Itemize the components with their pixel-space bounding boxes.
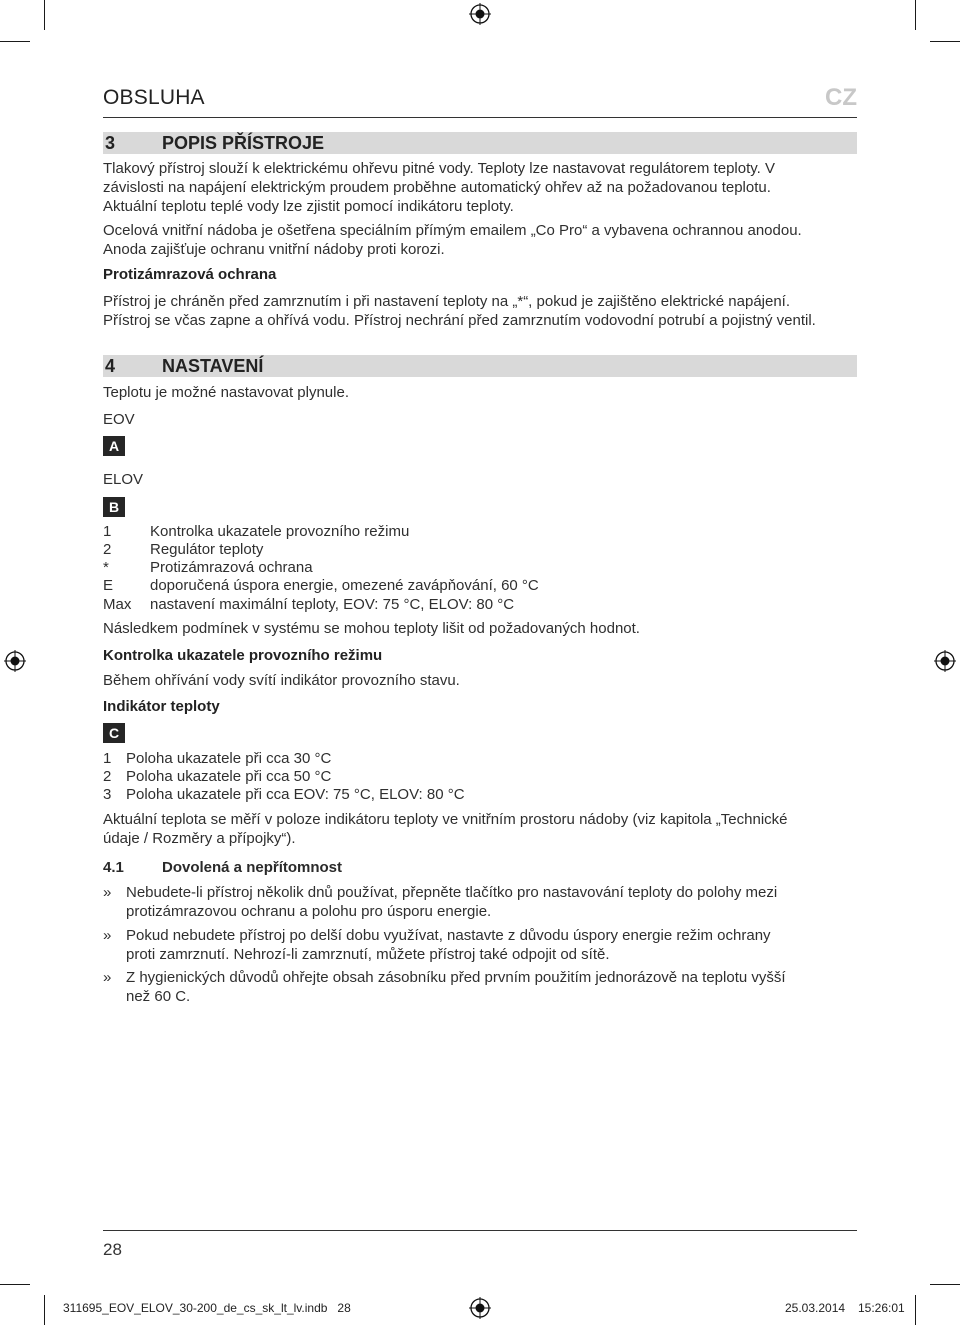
footer-rule	[103, 1230, 857, 1231]
bullet-line: Pokud nebudete přístroj po delší dobu využívat, nastavte z důvodu úspory energie režim ochrany	[126, 927, 771, 944]
position-key: 2	[103, 768, 112, 785]
registration-mark-icon	[469, 3, 491, 25]
section-number: 3	[105, 133, 116, 153]
section-3-heading	[103, 132, 857, 154]
s3-para3-line2: Přístroj se včas zapne a ohřívá vodu. Přístroj nechrání před zamrznutím vodovodní potrubí a pojistný ventil.	[103, 312, 816, 329]
bullet-item	[103, 968, 863, 1006]
indicator-text: Během ohřívání vody svítí indikátor provozního stavu.	[103, 672, 460, 689]
figure-tag-c: C	[103, 723, 125, 743]
crop-mark	[930, 41, 960, 42]
legend-key: 2	[103, 541, 112, 558]
section-title: POPIS PŘÍSTROJE	[162, 133, 325, 153]
position-key: 3	[103, 786, 112, 803]
crop-mark	[915, 0, 916, 30]
section-4-heading	[103, 355, 857, 377]
bullet-marker: »	[103, 927, 112, 944]
section-number: 4	[105, 356, 116, 376]
print-time: 15:26:01	[858, 1301, 905, 1315]
s3-para2-line2: Anoda zajišťuje ochranu vnitřní nádoby proti korozi.	[103, 241, 445, 258]
registration-mark-icon	[469, 1297, 491, 1319]
temp-note-line2: údaje / Rozměry a přípojky“).	[103, 830, 296, 847]
legend-text: nastavení maximální teploty, EOV: 75 °C, ELOV: 80 °C	[150, 596, 515, 613]
s3-para1-line1: Tlakový přístroj slouží k elektrickému ohřevu pitné vody. Teploty lze nastavovat regulátorem teploty. V	[103, 160, 775, 177]
bullet-line: protizámrazovou ochranu a polohu pro úsporu energie.	[126, 903, 492, 920]
bullet-marker: »	[103, 969, 112, 986]
print-date: 25.03.2014	[785, 1301, 846, 1315]
registration-mark-icon	[4, 650, 26, 672]
subsection-title: Dovolená a nepřítomnost	[162, 859, 343, 876]
crop-mark	[44, 0, 45, 30]
legend-key: 1	[103, 523, 112, 540]
bullet-line: Z hygienických důvodů ohřejte obsah zásobníku před prvním použitím jednorázově na teplotu vyšší	[126, 969, 786, 986]
eov-label: EOV	[103, 411, 135, 428]
s3-para1-line3: Aktuální teplotu teplé vody lze zjistit pomocí indikátoru teploty.	[103, 198, 514, 215]
position-key: 1	[103, 750, 112, 767]
registration-mark-icon	[934, 650, 956, 672]
crop-mark	[44, 1295, 45, 1325]
indicator-heading: Kontrolka ukazatele provozního režimu	[103, 647, 383, 664]
header-rule	[103, 117, 857, 118]
legend-text: Kontrolka ukazatele provozního režimu	[150, 523, 410, 540]
legend-key: E	[103, 577, 114, 594]
crop-mark	[0, 1284, 30, 1285]
page-number: 28	[103, 1240, 122, 1259]
position-text: Poloha ukazatele při cca EOV: 75 °C, ELOV: 80 °C	[126, 786, 465, 803]
crop-mark	[930, 1284, 960, 1285]
s3-para2-line1: Ocelová vnitřní nádoba je ošetřena speciálním přímým emailem „Co Pro“ a vybavena ochrannou anodou.	[103, 222, 802, 239]
bullet-line: než 60 C.	[126, 988, 191, 1005]
legend-text: Regulátor teploty	[150, 541, 264, 558]
bullet-marker: »	[103, 884, 112, 901]
bullet-item	[103, 926, 863, 964]
s3-para1-line2: závislosti na napájení elektrickým proudem proběhne automatický ohřev až na požadovanou teplotu.	[103, 179, 771, 196]
legend-text: Protizámrazová ochrana	[150, 559, 313, 576]
s4-intro: Teplotu je možné nastavovat plynule.	[103, 384, 349, 401]
temperature-indicator-heading: Indikátor teploty	[103, 698, 220, 715]
legend-key: Max	[103, 596, 132, 613]
legend-text: doporučená úspora energie, omezené zavápňování, 60 °C	[150, 577, 539, 594]
s4-note: Následkem podmínek v systému se mohou teploty lišit od požadovaných hodnot.	[103, 620, 640, 637]
bullet-line: Nebudete-li přístroj několik dnů používat, přepněte tlačítko pro nastavování teploty do polohy mezi	[126, 884, 778, 901]
elov-label: ELOV	[103, 471, 144, 488]
crop-mark	[915, 1295, 916, 1325]
figure-tag-b: B	[103, 497, 125, 517]
position-text: Poloha ukazatele při cca 50 °C	[126, 768, 332, 785]
bullet-item	[103, 883, 863, 921]
temp-note-line1: Aktuální teplota se měří v poloze indikátoru teploty ve vnitřním prostoru nádoby (viz kapitola „Technické	[103, 811, 788, 828]
s3-para3-line1: Přístroj je chráněn před zamrznutím i při nastavení teploty na „*“, pokud je zajištěno elektrické napájení.	[103, 293, 791, 310]
legend-key: *	[103, 559, 109, 576]
crop-mark	[0, 41, 30, 42]
position-text: Poloha ukazatele při cca 30 °C	[126, 750, 332, 767]
running-header-section: OBSLUHA	[103, 86, 205, 109]
section-title: NASTAVENÍ	[162, 356, 264, 376]
print-file-name: 311695_EOV_ELOV_30-200_de_cs_sk_lt_lv.indb 28	[63, 1301, 351, 1315]
running-header-language: CZ	[825, 84, 857, 111]
bullet-line: proti zamrznutí. Nehrozí-li zamrznutí, můžete přístroj také odpojit od sítě.	[126, 946, 610, 963]
frost-protection-heading: Protizámrazová ochrana	[103, 266, 277, 283]
figure-tag-a: A	[103, 436, 125, 456]
subsection-number: 4.1	[103, 859, 124, 876]
